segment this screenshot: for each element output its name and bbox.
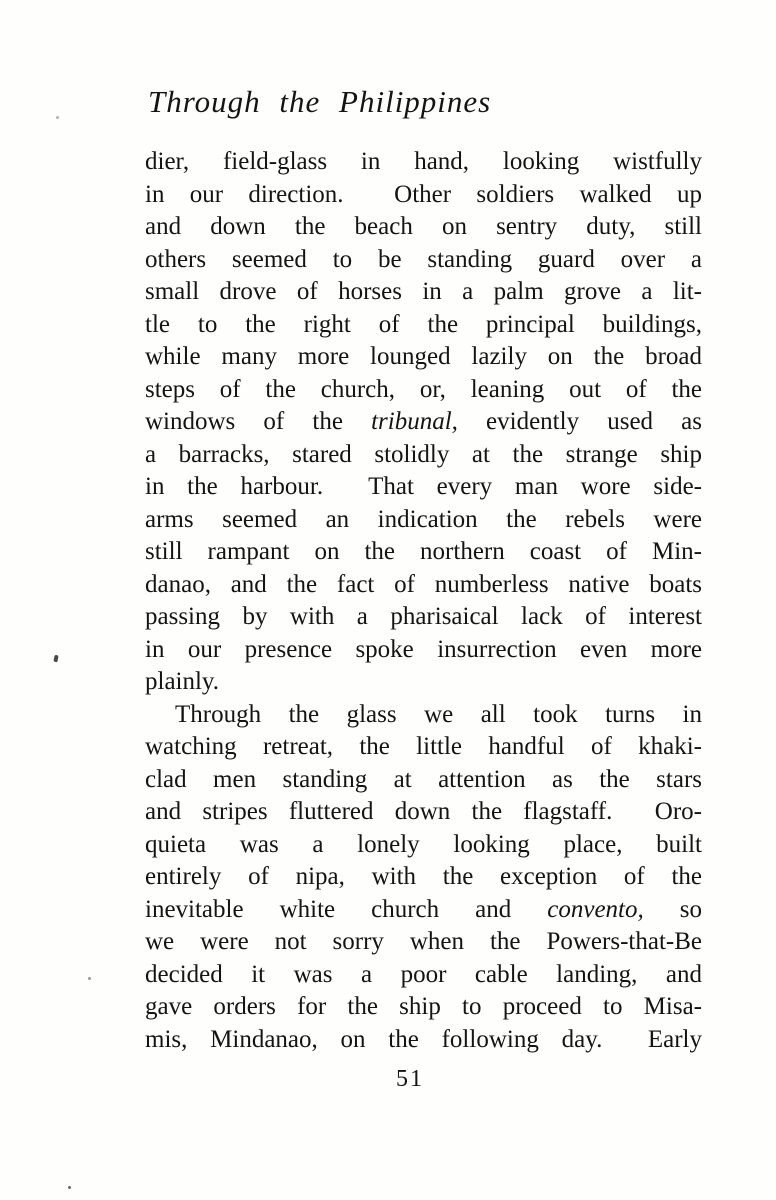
text-line [145,439,702,472]
text-line [145,894,702,927]
text-segment: plainly. [145,668,220,695]
text-segment: watching retreat, the little handful of khaki- [145,733,702,760]
text-segment: and down the beach on sentry duty, still [145,213,702,240]
text-segment: in our presence spoke insurrection even more [145,635,702,663]
text-line [145,731,702,764]
text-segment: Through the glass we all took turns in [175,700,702,728]
text-line [145,796,702,829]
text-segment: mis, Mindanao, on the following day. Early [145,1025,702,1053]
running-header: Through the Philippines [148,84,492,119]
text-segment: inevitable white church and [145,895,548,923]
text-segment: a barracks, stared stolidly at the strange ship [145,440,702,468]
text-line [145,699,702,732]
text-segment: in our direction. Other soldiers walked up [145,180,702,208]
text-line [145,374,702,407]
text-line [145,406,702,439]
text-line [145,569,702,602]
text-segment: others seemed to be standing guard over a [145,245,702,273]
text-line [145,341,702,374]
page-number: 51 [396,1066,424,1092]
text-line [145,764,702,797]
text-line [145,926,702,959]
text-segment: so [643,895,702,923]
scan-speck [88,977,91,980]
text-segment: danao, and the fact of numberless native boats [145,570,702,598]
text-segment: evidently used as [457,408,703,435]
text-line [145,1024,702,1057]
text-line [145,504,702,537]
text-segment: entirely of nipa, with the exception of the [145,863,702,890]
text-line [145,471,702,504]
text-segment: while many more lounged lazily on the broad [145,343,702,370]
italic-word: tribunal, [371,408,458,435]
text-line [145,536,702,569]
text-segment: still rampant on the northern coast of Min- [145,538,702,565]
text-line [145,146,702,179]
text-segment: quieta was a lonely looking place, built [145,830,702,858]
text-segment: dier, field-glass in hand, looking wistfully [145,148,702,175]
text-segment: tle to the right of the principal buildings, [145,310,702,338]
text-line [145,829,702,862]
text-segment: steps of the church, or, leaning out of the [145,375,702,403]
text-segment: passing by with a pharisaical lack of interest [145,603,702,630]
text-line [145,861,702,894]
text-line [145,276,702,309]
text-segment: gave orders for the ship to proceed to Misa- [145,993,702,1020]
text-line [145,666,702,699]
text-segment: arms seemed an indication the rebels were [145,505,702,533]
text-segment: clad men standing at attention as the stars [145,765,702,793]
text-segment: decided it was a poor cable landing, and [145,960,702,988]
text-line [145,211,702,244]
scan-speck [68,1186,71,1189]
text-line [145,309,702,342]
text-line [145,991,702,1024]
text-line [145,244,702,277]
text-line [145,601,702,634]
text-line [145,959,702,992]
scan-speck [56,116,59,119]
italic-word: convento, [547,895,644,923]
text-segment: we were not sorry when the Powers-that-Be [145,928,702,955]
text-segment: and stripes fluttered down the flagstaff. Oro- [145,798,702,825]
text-line [145,634,702,667]
scan-speck [53,655,58,663]
text-segment: in the harbour. That every man wore side- [145,473,702,500]
body-text [145,146,702,1056]
text-segment: windows of the [145,408,372,435]
text-segment: small drove of horses in a palm grove a lit- [145,278,702,305]
text-line [145,179,702,212]
